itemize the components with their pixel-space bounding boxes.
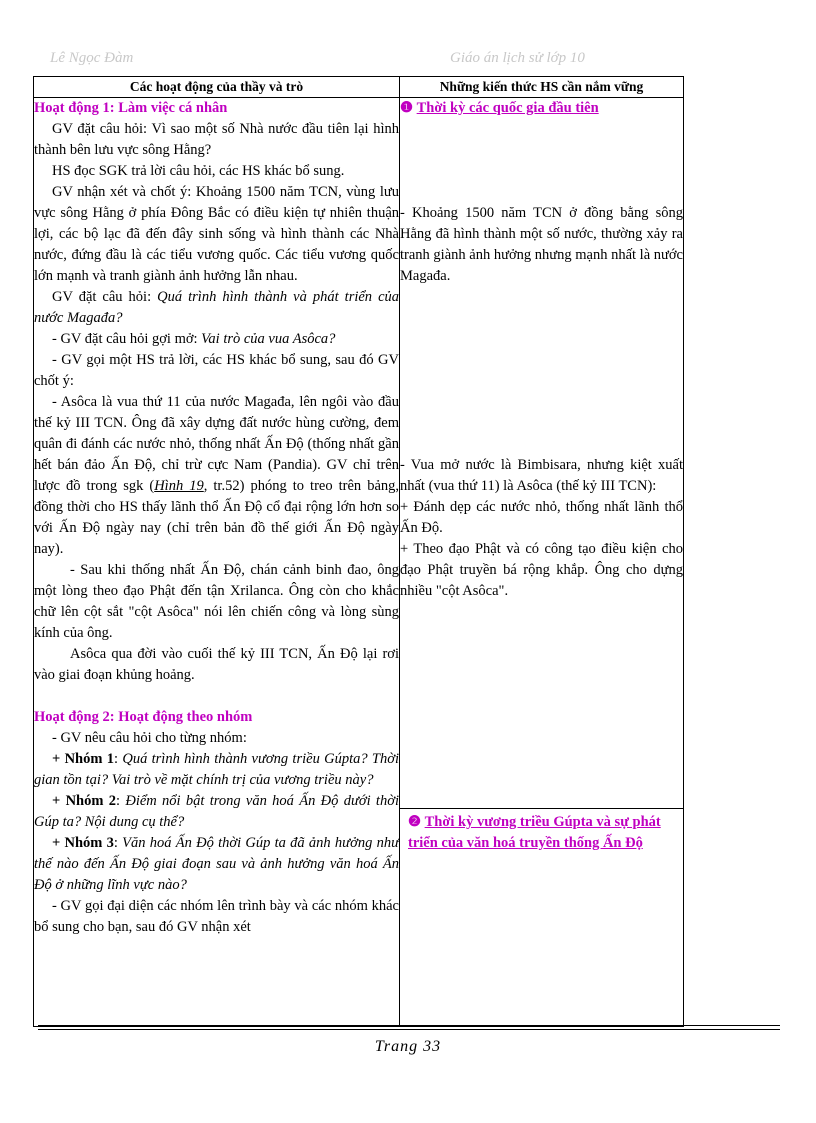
teacher-activities-cell bbox=[34, 98, 400, 1027]
question-text: Vai trò của vua Asôca? bbox=[201, 331, 336, 347]
col-left-header: Các hoạt động của thầy và trò bbox=[34, 77, 400, 98]
footer-rule bbox=[38, 1025, 780, 1026]
lesson-table bbox=[33, 76, 780, 1027]
page-header bbox=[50, 50, 610, 72]
question-text: Quá trình hình thành và phát triển của nước Magađa? bbox=[34, 289, 400, 326]
section-1-number-icon: ❶ bbox=[400, 100, 413, 116]
knowledge-paragraph: + Theo đạo Phật và có công tạo điều kiện cho đạo Phật truyền bá rộng khắp. Ông cho dựng nhiều "cột Asôca". bbox=[400, 541, 683, 599]
footer-rule bbox=[38, 1029, 780, 1030]
group-3-text: Văn hoá Ấn Độ thời Gúp ta đã ảnh hưởng như thế nào đến Ấn Độ giai đoạn sau và ảnh hưởng văn hoá Ấn Độ ở những lĩnh vực nào? bbox=[34, 835, 399, 893]
asoca-text-a: - Asôca là vua thứ 11 của nước Magađa, lên ngôi vào đầu thế kỷ III TCN. Ông đã xây dựng đất nước hùng cường, đem quân đi đánh các nước nhỏ, thống nhất Ấn Độ (thống nhất gần hết bán đảo Ấn Độ, chỉ trừ cực Nam (Pandia). GV chỉ trên lược đồ trong sgk ( bbox=[34, 394, 399, 494]
section-2-heading bbox=[408, 812, 679, 854]
row-divider bbox=[400, 808, 683, 809]
question-prefix: - GV đặt câu hỏi gợi mở: bbox=[52, 331, 202, 347]
group-1-text: Quá trình hình thành vương triều Gúpta? Thời gian tồn tại? Vai trò về mặt chính trị của vương triều này? bbox=[34, 751, 400, 788]
knowledge-cell bbox=[400, 98, 684, 1027]
question-magada bbox=[34, 287, 399, 329]
section-1-heading bbox=[400, 98, 683, 119]
section-2-title: Thời kỳ vương triều Gúpta và sự phát triển của văn hoá truyền thống Ấn Độ bbox=[408, 814, 661, 851]
section-1-title: Thời kỳ các quốc gia đầu tiên bbox=[416, 100, 599, 116]
group-2-label: + Nhóm 2 bbox=[52, 793, 116, 809]
conclusion-paragraph: GV nhận xét và chốt ý: Khoảng 1500 năm TCN, vùng lưu vực sông Hằng ở phía Đông Bắc có điều kiện tự nhiên thuận lợi, các bộ lạc đã đến đây sinh sống và hình thành các Nhà nước, đứng đầu là các tiểu vương quốc. Các tiểu vương quốc lớn mạnh và tranh giành ảnh hưởng lẫn nhau. bbox=[34, 184, 399, 284]
group-3-label: + Nhóm 3 bbox=[52, 835, 114, 851]
col-right-header: Những kiến thức HS cần nắm vững bbox=[400, 77, 684, 98]
group-2-text: Điểm nổi bật trong văn hoá Ấn Độ dưới thời Gúp ta? Nội dung cụ thể? bbox=[34, 793, 399, 830]
page-number: Trang 33 bbox=[374, 1038, 442, 1055]
knowledge-paragraph: + Đánh dẹp các nước nhỏ, thống nhất lãnh thổ Ấn Độ. bbox=[400, 499, 683, 536]
figure-reference-link[interactable]: Hình 19 bbox=[154, 478, 204, 494]
knowledge-paragraph: - Khoảng 1500 năm TCN ở đồng bằng sông Hằng đã hình thành một số nước, thường xảy ra tranh giành ảnh hưởng nhưng mạnh nhất là nước Magađa. bbox=[400, 205, 683, 284]
group-2-task: + Nhóm 2: Điểm nổi bật trong văn hoá Ấn Độ dưới thời Gúp ta? Nội dung cụ thể? bbox=[34, 793, 399, 830]
extra-column bbox=[684, 98, 780, 1027]
student-paragraph: HS đọc SGK trả lời câu hỏi, các HS khác bổ sung. bbox=[52, 163, 345, 179]
asoca-paragraph bbox=[34, 392, 399, 560]
section-2-number-icon: ❷ bbox=[408, 814, 421, 830]
presentation-paragraph: - GV gọi đại diện các nhóm lên trình bày và các nhóm khác bổ sung cho bạn, sau đó GV nhận xét bbox=[34, 898, 399, 935]
group-1-label: + Nhóm 1 bbox=[52, 751, 114, 767]
asoca-death-paragraph: Asôca qua đời vào cuối thế kỷ III TCN, Ấn Độ lại rơi vào giai đoạn khủng hoảng. bbox=[34, 646, 399, 683]
group-3-task: + Nhóm 3: Văn hoá Ấn Độ thời Gúp ta đã ảnh hưởng như thế nào đến Ấn Độ giai đoạn sau và ảnh hưởng văn hoá Ấn Độ ở những lĩnh vực nào? bbox=[34, 835, 399, 893]
question-asoca bbox=[34, 329, 399, 350]
header-subject: Giáo án lịch sử lớp 10 bbox=[450, 50, 585, 66]
question-prefix: GV đặt câu hỏi: bbox=[52, 289, 158, 305]
header-author: Lê Ngọc Đàm bbox=[50, 50, 134, 66]
call-student-paragraph: - GV gọi một HS trả lời, các HS khác bổ sung, sau đó GV chốt ý: bbox=[34, 352, 399, 389]
extra-column bbox=[684, 77, 780, 98]
knowledge-paragraph: - Vua mở nước là Bimbisara, nhưng kiệt xuất nhất (vua thứ 11) là Asôca (thế kỷ III TCN): bbox=[400, 457, 683, 494]
activity-1-title: Hoạt động 1: Làm việc cá nhân bbox=[34, 100, 228, 116]
activity-2-title: Hoạt động 2: Hoạt động theo nhóm bbox=[34, 709, 253, 725]
group-question-intro: - GV nêu câu hỏi cho từng nhóm: bbox=[52, 730, 247, 746]
buddhism-paragraph: - Sau khi thống nhất Ấn Độ, chán cảnh binh đao, ông một lòng theo đạo Phật đến tận Xrilanca. Ông còn cho khắc chữ lên cột sắt "cột Asôca" nói lên chiến công và lòng sùng kính của ông. bbox=[34, 562, 399, 641]
group-1-task: + Nhóm 1: Quá trình hình thành vương triều Gúpta? Thời gian tồn tại? Vai trò về mặt chính trị của vương triều này? bbox=[34, 751, 400, 788]
question-paragraph: GV đặt câu hỏi: Vì sao một số Nhà nước đầu tiên lại hình thành bên lưu vực sông Hằng? bbox=[34, 121, 399, 158]
asoca-text-b: , tr.52) phóng to treo trên bảng, đồng thời cho HS thấy lãnh thổ Ấn Độ cổ đại rộng lớn hơn so với Ấn Độ ngày nay (chỉ trên bản đồ thế giới Ấn Độ ngày nay). bbox=[34, 478, 400, 557]
